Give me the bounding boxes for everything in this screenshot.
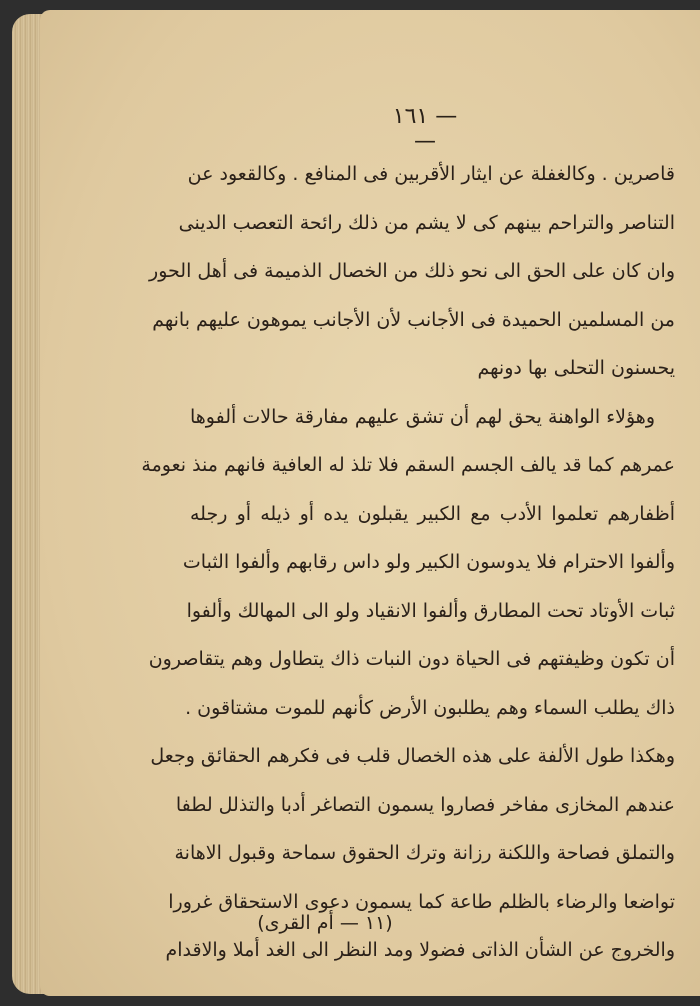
page-footer: (١١ — أم القرى) [257, 912, 393, 934]
text-line: ذاك يطلب السماء وهم يطلبون الأرض كأنهم للموت مشتاقون . [185, 696, 675, 719]
text-line: يحسنون التحلى بها دونهم [477, 357, 675, 379]
text-line: تواضعا والرضاء بالظلم طاعة كما يسمون دعوى الاستحقاق غرورا [168, 890, 675, 913]
text-line: وان كان على الحق الى نحو ذلك من الخصال الذميمة فى أهل الحور [149, 260, 675, 282]
text-line: ثبات الأوتاد تحت المطارق وألفوا الانقياد ولو الى المهالك وألفوا [186, 599, 675, 622]
text-line: قاصرين . وكالغفلة عن ايثار الأقربين فى المنافع . وكالقعود عن [187, 163, 675, 185]
text-line: أظفارهم تعلموا الأدب مع الكبير يقبلون يده أو ذيله أو رجله [190, 502, 675, 525]
text-line: من المسلمين الحميدة فى الأجانب لأن الأجانب يموهون عليهم بانهم [152, 308, 675, 331]
text-line: عمرهم كما قد يالف الجسم السقم فلا تلذ له العافية فانهم منذ نعومة [141, 454, 675, 476]
page-number: — ١٦١ — [392, 104, 458, 154]
text-line: وألفوا الاحترام فلا يدوسون الكبير ولو داس رقابهم وألفوا الثبات [182, 551, 675, 573]
text-line: وهكذا طول الألفة على هذه الخصال قلب فى فكرهم الحقائق وجعل [150, 745, 675, 767]
text-line: والخروج عن الشأن الذاتى فضولا ومد النظر الى الغد أملا والاقدام [165, 939, 675, 961]
text-line: التناصر والتراحم بينهم كى لا يشم من ذلك رائحة التعصب الدينى [178, 211, 675, 234]
body-text [141, 150, 675, 975]
text-line: وهؤلاء الواهنة يحق لهم أن تشق عليهم مفارقة حالات ألفوها [190, 405, 655, 428]
text-line: أن تكون وظيفتهم فى الحياة دون النبات ذاك يتطاول وهم يتقاصرون [148, 648, 675, 670]
text-line: والتملق فصاحة واللكنة رزانة وترك الحقوق سماحة وقبول الاهانة [174, 842, 675, 864]
text-line: عندهم المخازى مفاخر فصاروا يسمون التصاغر أدبا والتذلل لطفا [175, 793, 675, 816]
